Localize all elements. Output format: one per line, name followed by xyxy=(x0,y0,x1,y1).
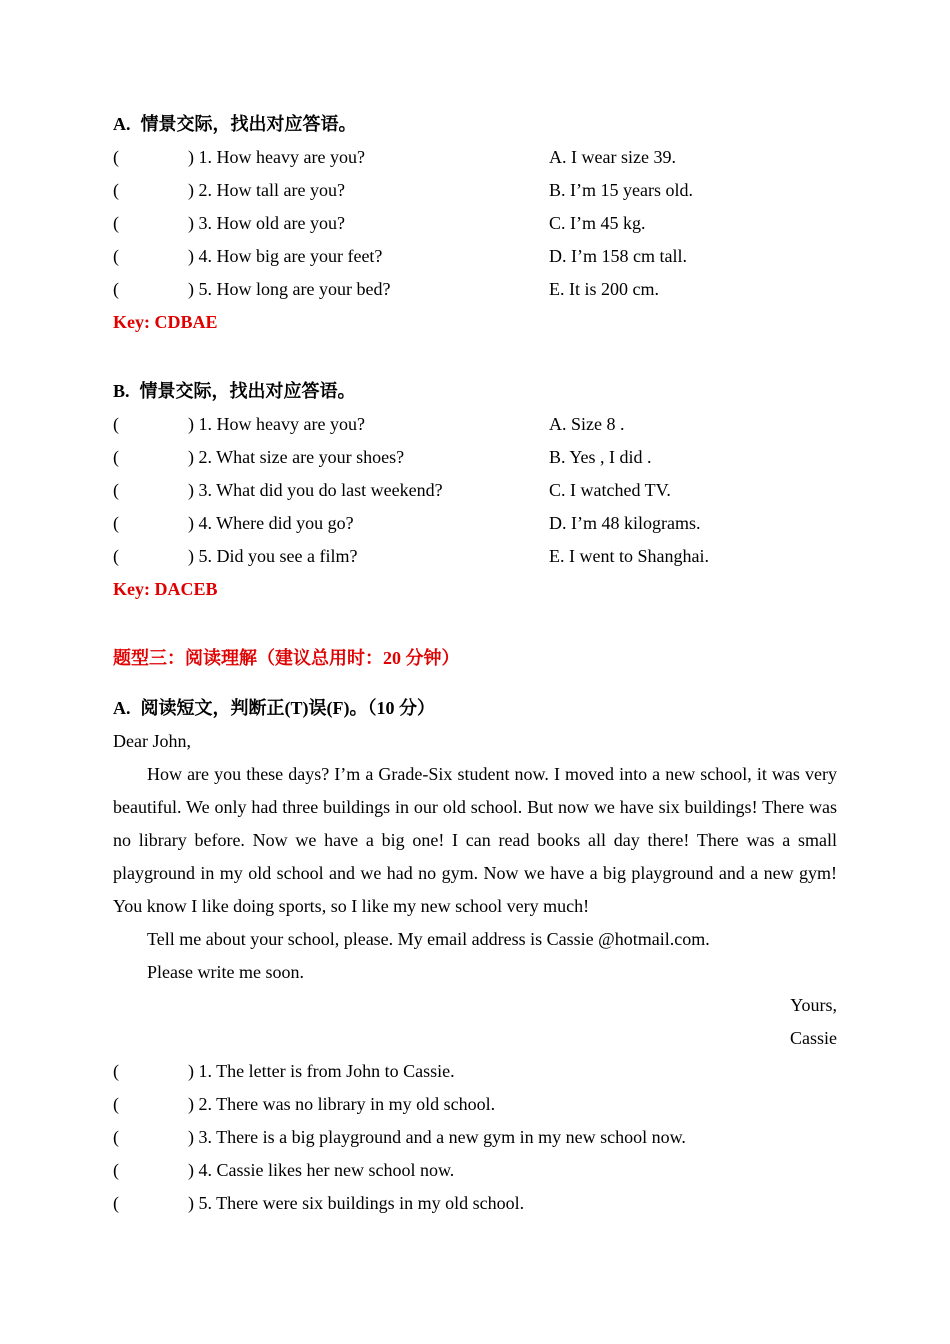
spacer xyxy=(113,339,837,375)
match-row xyxy=(113,273,837,306)
letter-signature: Cassie xyxy=(790,1028,837,1048)
part3-title: 题型三：阅读理解（建议总用时：20 分钟） xyxy=(113,648,460,668)
answer-blank[interactable]: ( xyxy=(113,1061,119,1081)
section-b-rows xyxy=(113,408,837,573)
question-text: ) 3. What did you do last weekend? xyxy=(188,480,443,500)
statement-text: ) 3. There is a big playground and a new gym in my new school now. xyxy=(188,1127,686,1147)
answer-option: D. I’m 158 cm tall. xyxy=(549,246,687,266)
question-text: ) 5. How long are your bed? xyxy=(188,279,391,299)
match-row xyxy=(113,408,837,441)
answer-option: E. It is 200 cm. xyxy=(549,279,659,299)
question-text: ) 2. What size are your shoes? xyxy=(188,447,405,467)
match-row xyxy=(113,441,837,474)
answer-blank[interactable]: ( xyxy=(113,546,119,566)
reading-label: A. xyxy=(113,698,131,718)
answer-blank[interactable]: ( xyxy=(113,1160,119,1180)
answer-option: B. Yes , I did . xyxy=(549,447,652,467)
statement-row xyxy=(113,1088,837,1121)
question-text: ) 1. How heavy are you? xyxy=(188,147,365,167)
match-row xyxy=(113,240,837,273)
reading-heading xyxy=(113,692,837,725)
letter-paragraph-1: How are you these days? I’m a Grade-Six student now. I moved into a new school, it was very beautiful. We only had three buildings in our old school. But now we have six buildings! There was no library before. Now we have a big one! I can read books all day there! There was a small playground in my old school and we had no gym. Now we have a big playground and a new gym! You know I like doing sports, so I like my new school very much! xyxy=(113,764,837,916)
section-a-heading xyxy=(113,108,837,141)
statement-text: ) 1. The letter is from John to Cassie. xyxy=(188,1061,455,1081)
spacer xyxy=(113,606,837,642)
section-b-label: B. xyxy=(113,381,130,401)
section-a-label: A. xyxy=(113,114,131,134)
answer-option: C. I’m 45 kg. xyxy=(549,213,646,233)
answer-blank[interactable]: ( xyxy=(113,147,119,167)
answer-blank[interactable]: ( xyxy=(113,447,119,467)
letter-paragraph-3: Please write me soon. xyxy=(147,962,304,982)
section-a-title: 情景交际，找出对应答语。 xyxy=(140,114,357,134)
answer-blank[interactable]: ( xyxy=(113,1094,119,1114)
letter-paragraph-2: Tell me about your school, please. My email address is Cassie @hotmail.com. xyxy=(147,929,710,949)
section-b-heading xyxy=(113,375,837,408)
statement-row xyxy=(113,1154,837,1187)
match-row xyxy=(113,174,837,207)
answer-option: B. I’m 15 years old. xyxy=(549,180,693,200)
answer-blank[interactable]: ( xyxy=(113,480,119,500)
answer-blank[interactable]: ( xyxy=(113,246,119,266)
reading-title: 阅读短文，判断正(T)误(F)。（10 分） xyxy=(140,698,435,718)
question-text: ) 4. Where did you go? xyxy=(188,513,354,533)
statement-row xyxy=(113,1121,837,1154)
match-row xyxy=(113,141,837,174)
statement-text: ) 4. Cassie likes her new school now. xyxy=(188,1160,455,1180)
question-text: ) 5. Did you see a film? xyxy=(188,546,358,566)
question-text: ) 3. How old are you? xyxy=(188,213,345,233)
question-text: ) 1. How heavy are you? xyxy=(188,414,365,434)
statement-row xyxy=(113,1055,837,1088)
true-false-statements xyxy=(113,1055,837,1220)
match-row xyxy=(113,507,837,540)
section-a-rows xyxy=(113,141,837,306)
answer-option: D. I’m 48 kilograms. xyxy=(549,513,701,533)
question-text: ) 2. How tall are you? xyxy=(188,180,345,200)
answer-option: A. I wear size 39. xyxy=(549,147,676,167)
answer-blank[interactable]: ( xyxy=(113,414,119,434)
worksheet-page xyxy=(113,108,837,1220)
answer-blank[interactable]: ( xyxy=(113,513,119,533)
statement-row xyxy=(113,1187,837,1220)
answer-blank[interactable]: ( xyxy=(113,213,119,233)
answer-blank[interactable]: ( xyxy=(113,180,119,200)
answer-blank[interactable]: ( xyxy=(113,1127,119,1147)
match-row xyxy=(113,207,837,240)
letter-greeting: Dear John, xyxy=(113,731,191,751)
answer-option: C. I watched TV. xyxy=(549,480,671,500)
section-b-title: 情景交际，找出对应答语。 xyxy=(139,381,356,401)
match-row xyxy=(113,540,837,573)
answer-blank[interactable]: ( xyxy=(113,279,119,299)
answer-option: E. I went to Shanghai. xyxy=(549,546,709,566)
statement-text: ) 5. There were six buildings in my old school. xyxy=(188,1193,525,1213)
section-b-key: Key: DACEB xyxy=(113,579,218,599)
answer-blank[interactable]: ( xyxy=(113,1193,119,1213)
answer-option: A. Size 8 . xyxy=(549,414,625,434)
statement-text: ) 2. There was no library in my old school. xyxy=(188,1094,496,1114)
section-a-key: Key: CDBAE xyxy=(113,312,218,332)
question-text: ) 4. How big are your feet? xyxy=(188,246,383,266)
letter-closing: Yours, xyxy=(790,995,837,1015)
spacer xyxy=(113,675,837,692)
match-row xyxy=(113,474,837,507)
